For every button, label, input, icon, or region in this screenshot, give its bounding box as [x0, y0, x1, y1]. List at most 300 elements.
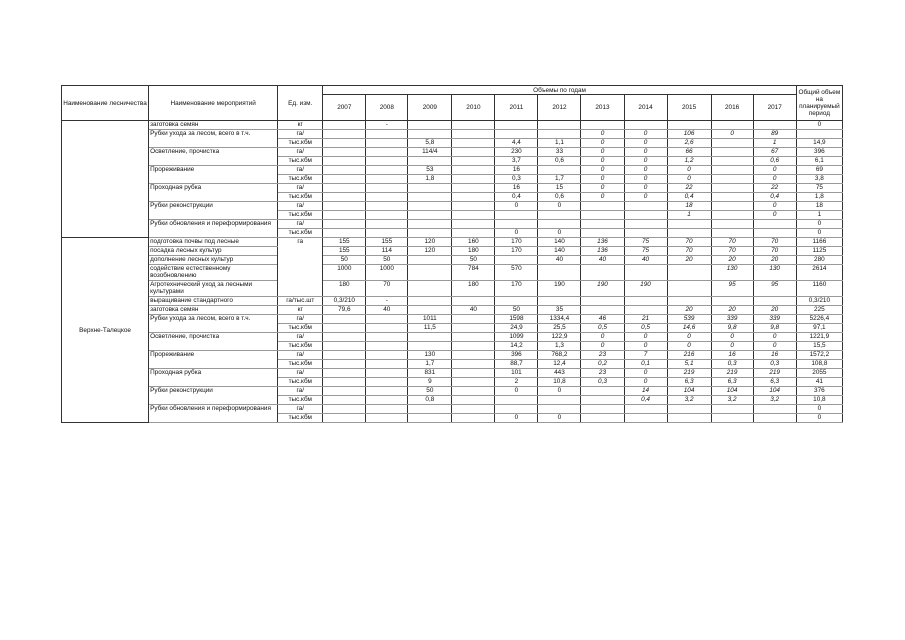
value-cell-2014: 21	[624, 315, 667, 324]
value-cell-2016: 6,3	[711, 378, 753, 387]
value-cell-2013: 0,2	[581, 360, 624, 369]
value-cell-2007	[323, 414, 366, 423]
value-cell-2009: 1,7	[408, 360, 452, 369]
value-cell-2008: 40	[366, 306, 408, 315]
value-cell-2017: 339	[753, 315, 796, 324]
value-cell-2011: 3,7	[495, 157, 538, 166]
total-cell: 396	[796, 148, 842, 157]
value-cell-2011: 14,2	[495, 342, 538, 351]
value-cell-2010: 180	[452, 247, 495, 256]
value-cell-2014	[624, 211, 667, 220]
value-cell-2017: 0,3	[753, 360, 796, 369]
table-row	[62, 387, 843, 396]
total-cell: 1572,2	[796, 351, 842, 360]
value-cell-2013	[581, 121, 624, 130]
value-cell-2016	[711, 202, 753, 211]
value-cell-2012: 0	[538, 387, 581, 396]
value-cell-2008	[366, 324, 408, 333]
activity-name: заготовка семян	[149, 306, 278, 315]
total-cell: 41	[796, 378, 842, 387]
value-cell-2010	[452, 342, 495, 351]
value-cell-2011: 0	[495, 229, 538, 238]
value-cell-2013: 136	[581, 247, 624, 256]
value-cell-2008	[366, 157, 408, 166]
value-cell-2014: 0	[624, 139, 667, 148]
value-cell-2013: 0	[581, 157, 624, 166]
value-cell-2017: 67	[753, 148, 796, 157]
header-year-2010: 2010	[452, 95, 495, 121]
value-cell-2008	[366, 229, 408, 238]
header-year-2008: 2008	[366, 95, 408, 121]
value-cell-2015: 0,4	[667, 193, 711, 202]
value-cell-2009: 120	[408, 238, 452, 247]
value-cell-2017: 3,2	[753, 396, 796, 405]
value-cell-2014	[624, 414, 667, 423]
value-cell-2014: 7	[624, 351, 667, 360]
value-cell-2007	[323, 184, 366, 193]
total-cell: 280	[796, 256, 842, 265]
value-cell-2012: 140	[538, 247, 581, 256]
header-meropriyatiya: Наименование мероприятий	[149, 86, 278, 121]
value-cell-2010	[452, 360, 495, 369]
value-cell-2012: 25,5	[538, 324, 581, 333]
value-cell-2008	[366, 360, 408, 369]
value-cell-2011: 396	[495, 351, 538, 360]
unit-cell: га/	[278, 405, 323, 414]
unit-cell: тыс.кбм	[278, 396, 323, 405]
value-cell-2007	[323, 351, 366, 360]
value-cell-2017: 0	[753, 342, 796, 351]
value-cell-2012	[538, 396, 581, 405]
header-unit: Ед. изм.	[278, 86, 323, 121]
value-cell-2008	[366, 220, 408, 229]
total-cell: 0	[796, 414, 842, 423]
total-cell: 14,9	[796, 139, 842, 148]
value-cell-2008: 50	[366, 256, 408, 265]
value-cell-2008	[366, 130, 408, 139]
activity-name: заготовка семян	[149, 121, 278, 130]
value-cell-2017: 20	[753, 256, 796, 265]
value-cell-2016	[711, 139, 753, 148]
value-cell-2017	[753, 229, 796, 238]
unit-cell: тыс.кбм	[278, 342, 323, 351]
activity-name: Рубки ухода за лесом, всего в т.ч.	[149, 315, 278, 333]
header-year-2012: 2012	[538, 95, 581, 121]
value-cell-2008: 114	[366, 247, 408, 256]
value-cell-2010: 160	[452, 238, 495, 247]
value-cell-2016: 3,2	[711, 396, 753, 405]
value-cell-2016: 339	[711, 315, 753, 324]
value-cell-2007	[323, 324, 366, 333]
total-cell: 0	[796, 229, 842, 238]
value-cell-2009: 5,8	[408, 139, 452, 148]
table-row	[62, 281, 843, 297]
value-cell-2017: 20	[753, 306, 796, 315]
value-cell-2008	[366, 202, 408, 211]
value-cell-2012: 0	[538, 229, 581, 238]
value-cell-2015: 106	[667, 130, 711, 139]
value-cell-2008: 155	[366, 238, 408, 247]
table-row	[62, 333, 843, 342]
value-cell-2008	[366, 405, 408, 414]
value-cell-2008	[366, 414, 408, 423]
value-cell-2010: 784	[452, 265, 495, 281]
value-cell-2013	[581, 202, 624, 211]
value-cell-2009	[408, 193, 452, 202]
value-cell-2010	[452, 369, 495, 378]
value-cell-2016: 95	[711, 281, 753, 297]
header-year-2007: 2007	[323, 95, 366, 121]
value-cell-2012	[538, 265, 581, 281]
value-cell-2012: 1,7	[538, 175, 581, 184]
value-cell-2008	[366, 139, 408, 148]
value-cell-2009	[408, 256, 452, 265]
value-cell-2012	[538, 121, 581, 130]
table-row	[62, 202, 843, 211]
value-cell-2009	[408, 281, 452, 297]
value-cell-2010	[452, 202, 495, 211]
total-cell: 18	[796, 202, 842, 211]
value-cell-2017: 0	[753, 166, 796, 175]
value-cell-2015: 1,2	[667, 157, 711, 166]
value-cell-2015	[667, 281, 711, 297]
total-cell: 0	[796, 121, 842, 130]
value-cell-2014: 75	[624, 247, 667, 256]
value-cell-2016	[711, 211, 753, 220]
value-cell-2010	[452, 324, 495, 333]
value-cell-2017: 9,8	[753, 324, 796, 333]
table-row	[62, 220, 843, 229]
value-cell-2008	[366, 387, 408, 396]
value-cell-2017: 0,6	[753, 157, 796, 166]
value-cell-2011: 0,4	[495, 193, 538, 202]
value-cell-2007	[323, 139, 366, 148]
value-cell-2012	[538, 211, 581, 220]
value-cell-2017: 130	[753, 265, 796, 281]
value-cell-2012	[538, 405, 581, 414]
total-cell: 5226,4	[796, 315, 842, 324]
unit-cell: га/	[278, 166, 323, 175]
value-cell-2010	[452, 166, 495, 175]
unit-cell: кг	[278, 121, 323, 130]
value-cell-2016	[711, 184, 753, 193]
value-cell-2014: 0,4	[624, 396, 667, 405]
value-cell-2014: 0	[624, 369, 667, 378]
unit-cell: га/	[278, 351, 323, 360]
value-cell-2014	[624, 306, 667, 315]
table-row	[62, 121, 843, 130]
value-cell-2010	[452, 220, 495, 229]
value-cell-2011: 4,4	[495, 139, 538, 148]
value-cell-2010	[452, 405, 495, 414]
header-year-2015: 2015	[667, 95, 711, 121]
value-cell-2009: 114/4	[408, 148, 452, 157]
value-cell-2013	[581, 297, 624, 306]
lesnichestvo-name: Верхне-Талецкое	[62, 238, 149, 423]
value-cell-2016	[711, 166, 753, 175]
total-cell: 225	[796, 306, 842, 315]
value-cell-2013: 0	[581, 175, 624, 184]
total-cell: 0	[796, 220, 842, 229]
value-cell-2015	[667, 297, 711, 306]
value-cell-2007: 1000	[323, 265, 366, 281]
value-cell-2008	[366, 369, 408, 378]
header-year-2009: 2009	[408, 95, 452, 121]
value-cell-2016	[711, 414, 753, 423]
header-year-2013: 2013	[581, 95, 624, 121]
value-cell-2009	[408, 220, 452, 229]
activity-name: Агротехнический уход за лесными культурами	[149, 281, 278, 297]
value-cell-2008	[366, 166, 408, 175]
header-year-2011: 2011	[495, 95, 538, 121]
table-row	[62, 369, 843, 378]
unit-cell: тыс.кбм	[278, 175, 323, 184]
value-cell-2010	[452, 184, 495, 193]
value-cell-2011: 101	[495, 369, 538, 378]
table-row	[62, 166, 843, 175]
total-cell: 75	[796, 184, 842, 193]
value-cell-2008	[366, 211, 408, 220]
value-cell-2010	[452, 378, 495, 387]
value-cell-2014	[624, 121, 667, 130]
value-cell-2007	[323, 148, 366, 157]
value-cell-2014: 0	[624, 378, 667, 387]
value-cell-2017: 0	[753, 211, 796, 220]
total-cell: 1160	[796, 281, 842, 297]
header-total: Общий объем на планируемый период	[796, 86, 842, 121]
table-row	[62, 256, 843, 265]
value-cell-2008	[366, 184, 408, 193]
value-cell-2007	[323, 202, 366, 211]
value-cell-2016: 20	[711, 306, 753, 315]
total-cell: 69	[796, 166, 842, 175]
unit-cell: га/	[278, 333, 323, 342]
value-cell-2014: 0,5	[624, 324, 667, 333]
value-cell-2013	[581, 265, 624, 281]
value-cell-2014	[624, 405, 667, 414]
value-cell-2011: 88,7	[495, 360, 538, 369]
value-cell-2013: 0	[581, 130, 624, 139]
value-cell-2010	[452, 121, 495, 130]
value-cell-2009	[408, 342, 452, 351]
table-row	[62, 297, 843, 306]
value-cell-2009	[408, 229, 452, 238]
value-cell-2013	[581, 220, 624, 229]
value-cell-2012: 122,9	[538, 333, 581, 342]
value-cell-2011	[495, 256, 538, 265]
value-cell-2007	[323, 229, 366, 238]
forestry-volumes-table	[61, 85, 843, 423]
table-row	[62, 184, 843, 193]
activity-name: Рубки обновления и переформирования	[149, 220, 278, 238]
activity-name: подготовка почвы под лесные	[149, 238, 278, 247]
value-cell-2007: 155	[323, 238, 366, 247]
value-cell-2009: 53	[408, 166, 452, 175]
value-cell-2007	[323, 220, 366, 229]
value-cell-2013: 190	[581, 281, 624, 297]
value-cell-2007	[323, 315, 366, 324]
value-cell-2013: 0	[581, 166, 624, 175]
value-cell-2014: 0	[624, 166, 667, 175]
value-cell-2012: 15	[538, 184, 581, 193]
value-cell-2008	[366, 148, 408, 157]
value-cell-2015: 0	[667, 175, 711, 184]
activity-name: выращивание стандартного	[149, 297, 278, 306]
value-cell-2012: 443	[538, 369, 581, 378]
value-cell-2011: 170	[495, 281, 538, 297]
table-row	[62, 351, 843, 360]
activity-name: дополнение лесных культур	[149, 256, 278, 265]
unit-cell: тыс.кбм	[278, 193, 323, 202]
value-cell-2014: 0	[624, 175, 667, 184]
value-cell-2016	[711, 157, 753, 166]
value-cell-2011: 170	[495, 247, 538, 256]
value-cell-2014: 0	[624, 157, 667, 166]
value-cell-2008	[366, 175, 408, 184]
unit-cell: тыс.кбм	[278, 378, 323, 387]
value-cell-2017: 95	[753, 281, 796, 297]
value-cell-2016: 20	[711, 256, 753, 265]
value-cell-2013	[581, 414, 624, 423]
value-cell-2015	[667, 414, 711, 423]
value-cell-2015: 0	[667, 166, 711, 175]
value-cell-2013: 0	[581, 193, 624, 202]
total-cell: 97,1	[796, 324, 842, 333]
value-cell-2011: 1598	[495, 315, 538, 324]
value-cell-2017: 1	[753, 139, 796, 148]
value-cell-2013: 0	[581, 333, 624, 342]
value-cell-2009	[408, 265, 452, 281]
value-cell-2014: 0	[624, 148, 667, 157]
table-row	[62, 265, 843, 281]
value-cell-2015: 539	[667, 315, 711, 324]
value-cell-2017	[753, 220, 796, 229]
value-cell-2016	[711, 193, 753, 202]
total-cell: 376	[796, 387, 842, 396]
value-cell-2008	[366, 378, 408, 387]
value-cell-2013	[581, 405, 624, 414]
value-cell-2012: 40	[538, 256, 581, 265]
activity-name: Рубки ухода за лесом, всего в т.ч.	[149, 130, 278, 148]
value-cell-2016: 9,8	[711, 324, 753, 333]
total-cell: 15,5	[796, 342, 842, 351]
unit-cell: га/	[278, 202, 323, 211]
unit-cell: тыс.кбм	[278, 157, 323, 166]
header-year-2017: 2017	[753, 95, 796, 121]
value-cell-2010	[452, 315, 495, 324]
header-volumes-by-year: Объемы по годам	[323, 86, 796, 95]
value-cell-2017: 70	[753, 247, 796, 256]
value-cell-2015: 70	[667, 247, 711, 256]
value-cell-2017: 89	[753, 130, 796, 139]
value-cell-2014	[624, 265, 667, 281]
value-cell-2007: 180	[323, 281, 366, 297]
header-year-2014: 2014	[624, 95, 667, 121]
value-cell-2007	[323, 193, 366, 202]
value-cell-2014	[624, 297, 667, 306]
value-cell-2007	[323, 166, 366, 175]
value-cell-2011: 570	[495, 265, 538, 281]
activity-name: Рубки реконструкции	[149, 202, 278, 220]
value-cell-2012: 768,2	[538, 351, 581, 360]
value-cell-2007	[323, 369, 366, 378]
value-cell-2015	[667, 121, 711, 130]
value-cell-2008	[366, 333, 408, 342]
value-cell-2014: 0	[624, 184, 667, 193]
value-cell-2009	[408, 414, 452, 423]
value-cell-2011: 16	[495, 184, 538, 193]
value-cell-2015: 0	[667, 342, 711, 351]
unit-cell: га/	[278, 184, 323, 193]
value-cell-2013: 0	[581, 184, 624, 193]
activity-name: Прореживание	[149, 166, 278, 184]
value-cell-2007	[323, 333, 366, 342]
value-cell-2015: 219	[667, 369, 711, 378]
value-cell-2015: 14,6	[667, 324, 711, 333]
value-cell-2013: 0	[581, 148, 624, 157]
value-cell-2017: 70	[753, 238, 796, 247]
value-cell-2007	[323, 175, 366, 184]
unit-cell: тыс.кбм	[278, 211, 323, 220]
header-year-2016: 2016	[711, 95, 753, 121]
activity-name: Прореживание	[149, 351, 278, 369]
value-cell-2012	[538, 297, 581, 306]
value-cell-2010	[452, 414, 495, 423]
unit-cell: га	[278, 238, 323, 297]
total-cell: 2055	[796, 369, 842, 378]
value-cell-2014: 0	[624, 130, 667, 139]
value-cell-2009: 120	[408, 247, 452, 256]
value-cell-2015: 5,1	[667, 360, 711, 369]
value-cell-2009: 9	[408, 378, 452, 387]
unit-cell: га/	[278, 220, 323, 229]
total-cell: 1221,9	[796, 333, 842, 342]
value-cell-2016: 0	[711, 342, 753, 351]
value-cell-2008	[366, 315, 408, 324]
activity-name: Проходная рубка	[149, 184, 278, 202]
value-cell-2011	[495, 297, 538, 306]
value-cell-2009	[408, 130, 452, 139]
value-cell-2009	[408, 202, 452, 211]
value-cell-2013: 0	[581, 139, 624, 148]
total-cell	[796, 130, 842, 139]
value-cell-2017	[753, 297, 796, 306]
value-cell-2007	[323, 387, 366, 396]
value-cell-2012: 0	[538, 414, 581, 423]
table-row	[62, 247, 843, 256]
value-cell-2007	[323, 121, 366, 130]
value-cell-2011: 230	[495, 148, 538, 157]
value-cell-2009: 0,8	[408, 396, 452, 405]
value-cell-2015: 3,2	[667, 396, 711, 405]
value-cell-2007	[323, 396, 366, 405]
value-cell-2009: 50	[408, 387, 452, 396]
total-cell: 1,8	[796, 193, 842, 202]
value-cell-2010: 40	[452, 306, 495, 315]
header-lesnichestvo: Наименование лесничества	[62, 86, 149, 121]
value-cell-2007	[323, 342, 366, 351]
value-cell-2017	[753, 405, 796, 414]
value-cell-2011: 0	[495, 387, 538, 396]
value-cell-2016: 130	[711, 265, 753, 281]
value-cell-2010	[452, 297, 495, 306]
value-cell-2017	[753, 414, 796, 423]
value-cell-2012: 0,6	[538, 157, 581, 166]
value-cell-2013	[581, 229, 624, 238]
value-cell-2011	[495, 130, 538, 139]
activity-name: посадка лесных культур	[149, 247, 278, 256]
value-cell-2013: 46	[581, 315, 624, 324]
